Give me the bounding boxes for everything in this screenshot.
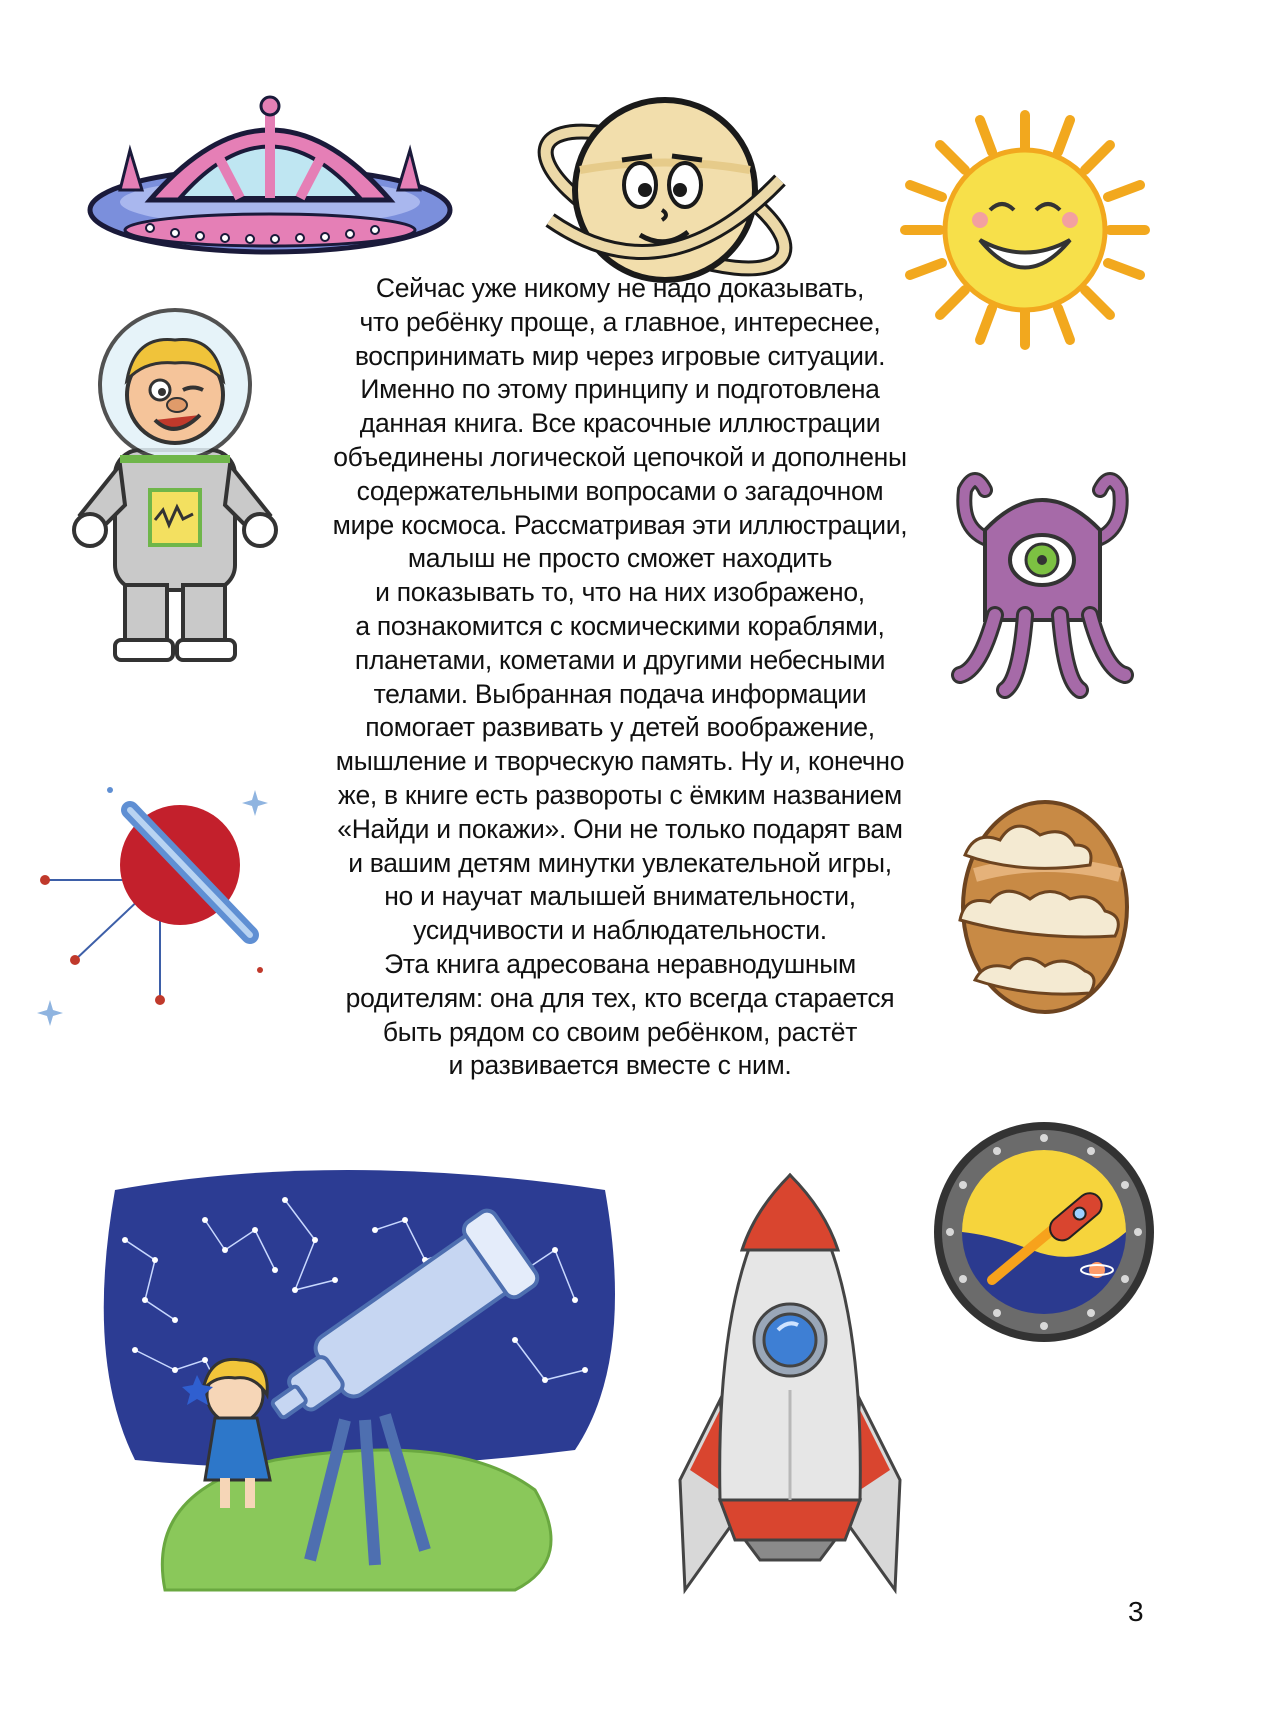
intro-line: но и научат малышей внимательности, [384, 881, 856, 912]
intro-line: и вашим детям минутки увлекательной игры, [348, 847, 892, 878]
cloudy-planet-icon [955, 795, 1135, 1020]
intro-line: мышление и творческую память. Ну и, конечно [335, 746, 905, 777]
page-number: 3 [1128, 1596, 1144, 1627]
intro-line: помогает развивать у детей воображение, [365, 712, 875, 743]
intro-paragraph [300, 272, 940, 1083]
intro-line: объединены логической цепочкой и дополнены [333, 441, 907, 472]
intro-line: усидчивости и наблюдательности. [413, 915, 827, 946]
intro-line: содержательными вопросами о загадочном [356, 475, 884, 506]
intro-line: и развивается вместе с ним. [448, 1050, 792, 1081]
intro-line: планетами, кометами и другими небесными [354, 644, 886, 675]
smiling-saturn-icon [530, 70, 800, 300]
intro-line: воспринимать мир через игровые ситуации. [354, 340, 886, 371]
intro-line: Именно по этому принципу и подготовлена [360, 374, 880, 405]
intro-line: Эта книга адресована неравнодушным [384, 948, 856, 979]
intro-line: а познакомится с космическими кораблями, [355, 610, 885, 641]
girl-with-telescope-icon [75, 1160, 635, 1610]
intro-line: и показывать то, что на них изображено, [375, 577, 865, 608]
intro-line: же, в книге есть развороты с ёмким названием [338, 779, 902, 810]
rocket-icon [660, 1170, 920, 1600]
intro-line: телами. Выбранная подача информации [373, 678, 867, 709]
astronaut-icon [65, 305, 285, 665]
intro-line: что ребёнку проще, а главное, интереснее, [359, 306, 881, 337]
one-eyed-alien-icon [950, 470, 1135, 700]
intro-line: Сейчас уже никому не надо доказывать, [375, 273, 865, 303]
intro-line: «Найди и покажи». Они не только подарят вам [337, 813, 903, 844]
intro-line: родителям: она для тех, кто всегда старается [345, 982, 895, 1013]
ufo-icon [80, 90, 460, 270]
intro-line: мире космоса. Рассматривая эти иллюстрации, [332, 509, 908, 540]
intro-line: быть рядом со своим ребёнком, растёт [382, 1016, 858, 1047]
intro-line: данная книга. Все красочные иллюстрации [359, 408, 881, 439]
satellite-icon [30, 770, 280, 1020]
intro-line: малыш не просто сможет находить [407, 543, 833, 574]
porthole-icon [932, 1120, 1157, 1345]
